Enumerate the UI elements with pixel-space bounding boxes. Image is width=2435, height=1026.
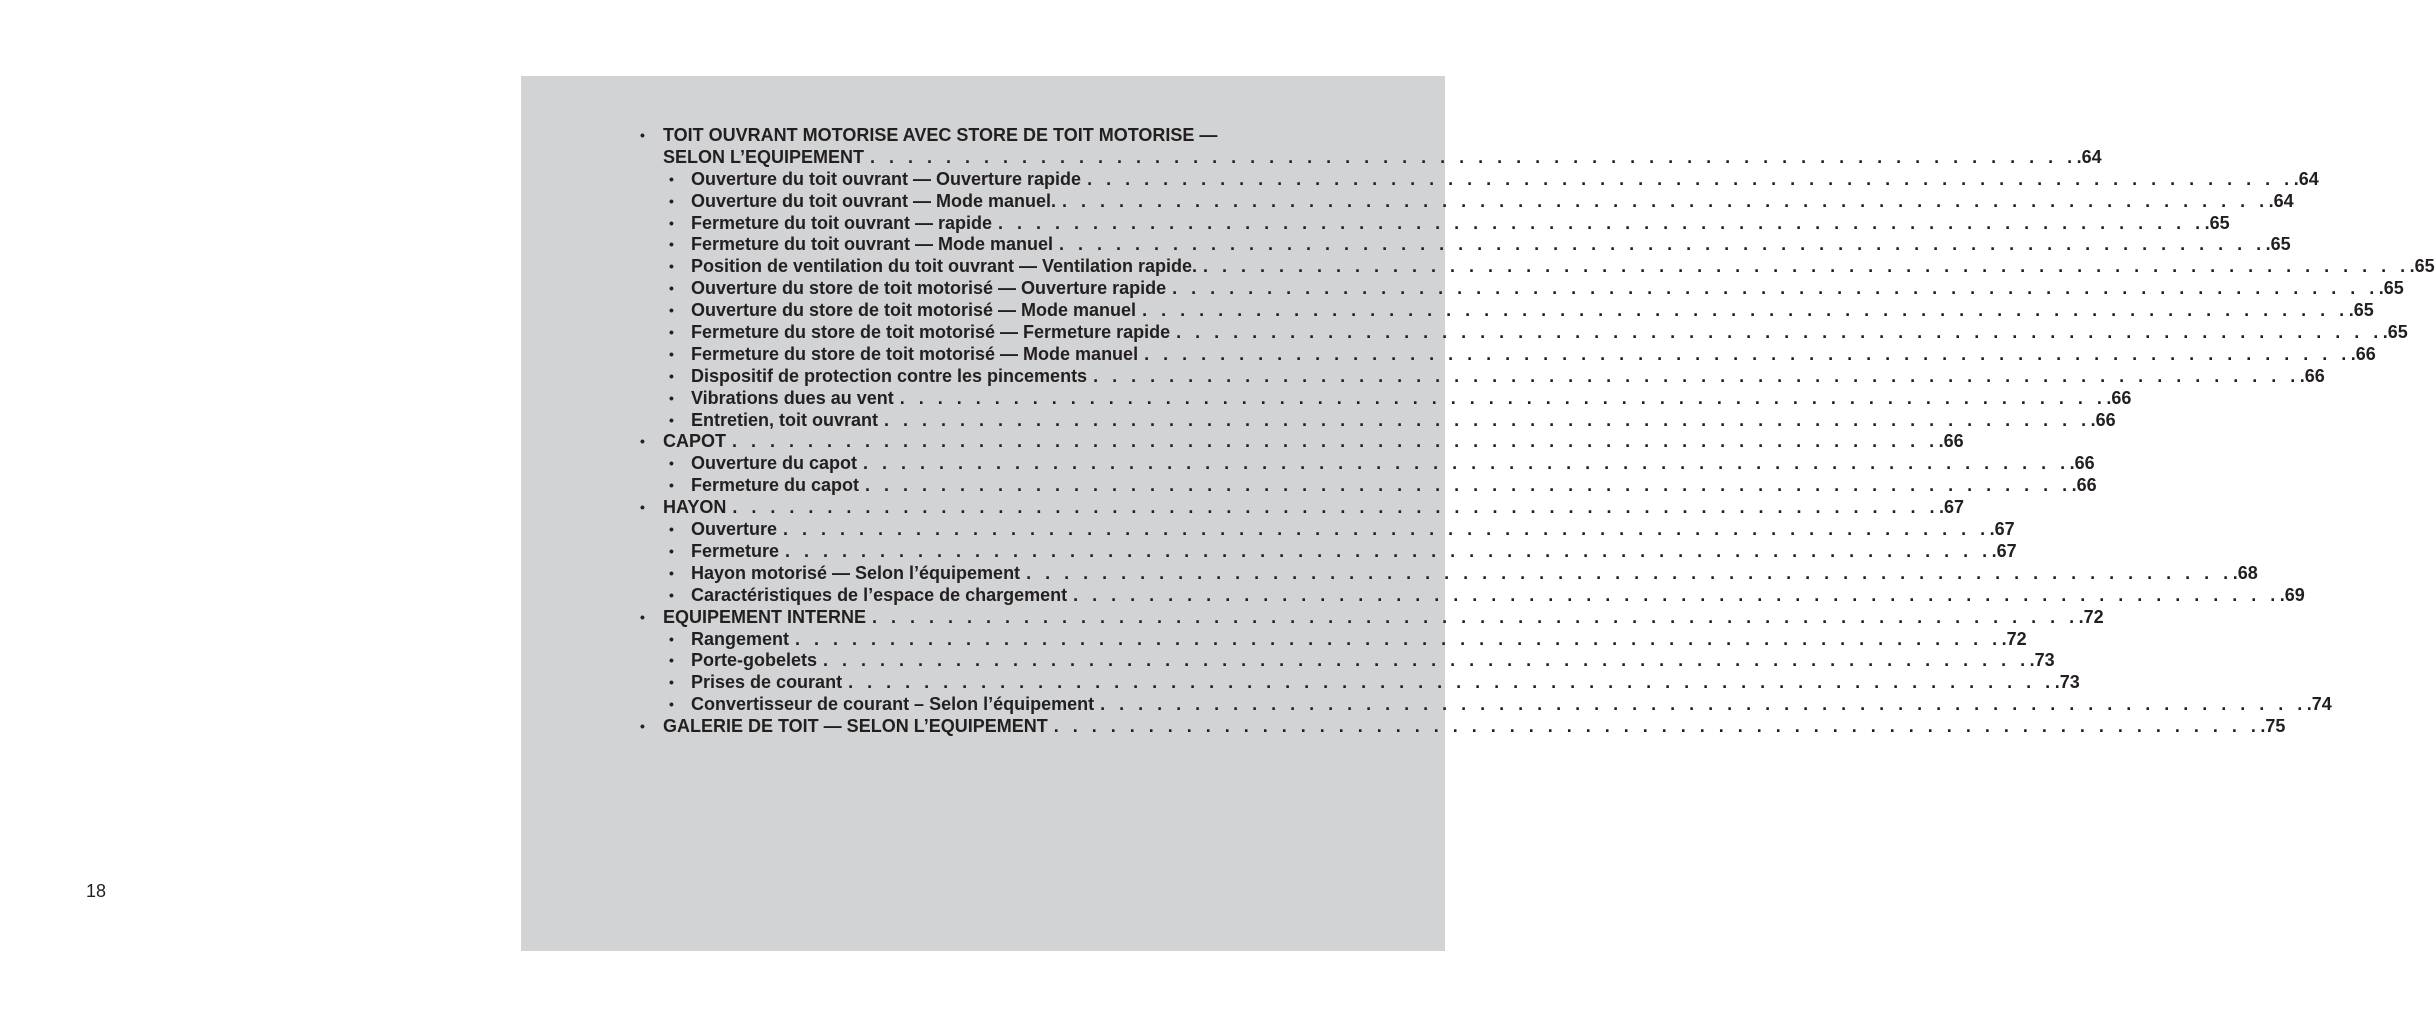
toc-title: SELON L’EQUIPEMENT <box>663 146 865 167</box>
toc-entry <box>691 322 2408 344</box>
bullet-icon: • <box>669 455 674 472</box>
bullet-icon: • <box>669 170 674 187</box>
toc-subsection[interactable] <box>640 300 2374 322</box>
bullet-icon: • <box>669 564 674 581</box>
leader-dots: . . . . . . . . . . . . . . . . . . . . . . . . . . . . . . . . . . . . . . . . . . . . . . . . . . . . . . . . . . . . . . . . <box>785 540 1992 561</box>
bullet-icon: • <box>669 236 674 253</box>
toc-entry <box>663 497 1965 519</box>
toc-subsection[interactable] <box>640 672 2080 694</box>
toc-entry <box>691 365 2325 388</box>
toc-page-number: .64 <box>2293 168 2319 189</box>
toc-subsection[interactable] <box>640 475 2097 497</box>
bullet-icon: • <box>669 324 674 341</box>
leader-dots: . . . . . . . . . . . . . . . . . . . . . . . . . . . . . . . . . . . . . . . . . . . . . . . . . . . . . . . . . . . . . . . . <box>1172 278 2379 299</box>
toc-page-number: .66 <box>2071 475 2097 496</box>
toc-subsection[interactable] <box>640 409 2116 432</box>
toc-title: Ouverture du toit ouvrant — Ouverture rapide <box>691 168 1082 189</box>
page-number: 18 <box>86 881 107 901</box>
toc-title: HAYON <box>663 497 727 518</box>
toc-page-number: .73 <box>2029 650 2055 671</box>
toc-title: Caractéristiques de l’espace de chargement <box>691 584 1068 605</box>
toc-entry <box>691 694 2332 716</box>
toc-page-number: .68 <box>2232 562 2258 583</box>
leader-dots: . . . . . . . . . . . . . . . . . . . . . . . . . . . . . . . . . . . . . . . . . . . . . . . . . . . . . . . . . . . . . . . . <box>884 409 2091 430</box>
bullet-icon: • <box>669 674 674 691</box>
toc-page-number: .65 <box>2265 234 2291 255</box>
leader-dots: . . . . . . . . . . . . . . . . . . . . . . . . . . . . . . . . . . . . . . . . . . . . . . . . . . . . . . . . . . . . . . . . <box>863 453 2070 474</box>
leader-dots: . . . . . . . . . . . . . . . . . . . . . . . . . . . . . . . . . . . . . . . . . . . . . . . . . . . . . . . . . . . . . . . . <box>1100 694 2307 715</box>
toc-title: Ouverture du store de toit motorisé — Ouverture rapide <box>691 278 1167 299</box>
bullet-icon: • <box>640 608 645 625</box>
toc-title: Convertisseur de courant – Selon l’équipement <box>691 694 1095 715</box>
toc-entry <box>691 672 2080 694</box>
toc-section[interactable] <box>640 497 1965 519</box>
leader-dots: . . . . . . . . . . . . . . . . . . . . . . . . . . . . . . . . . . . . . . . . . . . . . . . . . . . . . . . . . . . . . . . . <box>783 519 1990 540</box>
bullet-icon: • <box>669 542 674 559</box>
toc-entry <box>691 475 2097 497</box>
toc-subsection[interactable] <box>640 168 2319 191</box>
toc-page-number: .67 <box>1938 497 1965 518</box>
toc-subsection[interactable] <box>640 453 2095 475</box>
toc-page-number: .64 <box>2268 190 2294 211</box>
toc-entry <box>691 562 2258 585</box>
leader-dots: . . . . . . . . . . . . . . . . . . . . . . . . . . . . . . . . . . . . . . . . . . . . . . . . . . . . . . . . . . . . . . . . <box>1142 300 2349 321</box>
toc-subsection[interactable] <box>640 212 2230 235</box>
toc-entry <box>691 212 2230 235</box>
toc-entry <box>691 343 2376 366</box>
toc-entry <box>691 278 2404 300</box>
toc-entry <box>691 234 2291 256</box>
toc-title: Ouverture <box>691 519 778 540</box>
leader-dots: . . . . . . . . . . . . . . . . . . . . . . . . . . . . . . . . . . . . . . . . . . . . . . . . . . . . . . . . . . . . . . . . <box>1026 562 2233 583</box>
toc-subsection[interactable] <box>640 343 2376 366</box>
toc-entry <box>663 606 2104 629</box>
toc-subsection[interactable] <box>640 256 2435 278</box>
bullet-icon: • <box>640 499 645 516</box>
bullet-icon: • <box>669 652 674 669</box>
toc-subsection[interactable] <box>640 387 2132 410</box>
toc-title: Ouverture du toit ouvrant — Mode manuel. <box>691 190 1057 211</box>
bullet-icon: • <box>669 214 674 231</box>
toc-page-number: .65 <box>2348 300 2374 321</box>
toc-page-number: .72 <box>2001 628 2027 649</box>
bullet-icon: • <box>669 258 674 275</box>
toc-entry <box>663 431 1964 453</box>
toc-entry <box>663 716 2286 738</box>
toc-title: GALERIE DE TOIT — SELON L’EQUIPEMENT <box>663 716 1048 737</box>
toc-entry <box>691 650 2055 672</box>
toc-entry <box>663 146 2102 169</box>
leader-dots: . . . . . . . . . . . . . . . . . . . . . . . . . . . . . . . . . . . . . . . . . . . . . . . . . . . . . . . . . . . . . . . . <box>899 387 2107 408</box>
toc-title: CAPOT <box>663 431 726 452</box>
toc-title: Fermeture du toit ouvrant — rapide <box>691 212 993 233</box>
leader-dots: . . . . . . . . . . . . . . . . . . . . . . . . . . . . . . . . . . . . . . . . . . . . . . . . . . . . . . . . . . . . . . . . <box>848 672 2055 693</box>
bullet-icon: • <box>669 696 674 713</box>
toc-entry <box>691 584 2305 607</box>
bullet-icon: • <box>669 521 674 538</box>
leader-dots: . . . . . . . . . . . . . . . . . . . . . . . . . . . . . . . . . . . . . . . . . . . . . . . . . . . . . . . . . . . . . . . . <box>870 146 2077 167</box>
toc-entry <box>691 168 2319 191</box>
toc-entry <box>691 256 2435 278</box>
leader-dots: . . . . . . . . . . . . . . . . . . . . . . . . . . . . . . . . . . . . . . . . . . . . . . . . . . . . . . . . . . . . . . . . <box>1059 234 2266 255</box>
bullet-icon: • <box>640 433 645 450</box>
leader-dots: . . . . . . . . . . . . . . . . . . . . . . . . . . . . . . . . . . . . . . . . . . . . . . . . . . . . . . . . . . . . . . . . <box>1176 322 2383 343</box>
toc-subsection[interactable] <box>640 628 2027 651</box>
bullet-icon: • <box>640 127 645 143</box>
toc-title: Entretien, toit ouvrant <box>691 409 879 430</box>
toc-subsection[interactable] <box>640 519 2015 541</box>
toc-entry <box>691 453 2095 475</box>
toc-page-number: .67 <box>1989 519 2015 540</box>
leader-dots: . . . . . . . . . . . . . . . . . . . . . . . . . . . . . . . . . . . . . . . . . . . . . . . . . . . . . . . . . . . . . . . . <box>872 606 2079 627</box>
leader-dots: . . . . . . . . . . . . . . . . . . . . . . . . . . . . . . . . . . . . . . . . . . . . . . . . . . . . . . . . . . . . . . . . <box>823 650 2030 671</box>
bullet-icon: • <box>669 367 674 384</box>
toc-entry <box>691 190 2294 213</box>
toc-title: Rangement <box>691 628 790 649</box>
toc-subsection[interactable] <box>640 278 2404 300</box>
bullet-icon: • <box>669 345 674 362</box>
toc-page-number: .66 <box>1938 431 1964 452</box>
toc-page-number: .66 <box>2299 365 2325 386</box>
toc-page-number: .72 <box>2078 606 2104 627</box>
bullet-icon: • <box>669 280 674 297</box>
toc-subsection[interactable] <box>640 322 2408 344</box>
leader-dots: . . . . . . . . . . . . . . . . . . . . . . . . . . . . . . . . . . . . . . . . . . . . . . . . . . . . . . . . . . . . . . . . <box>1053 716 2261 737</box>
toc-title-line: TOIT OUVRANT MOTORISE AVEC STORE DE TOIT MOTORISE — <box>663 125 1218 145</box>
leader-dots: . . . . . . . . . . . . . . . . . . . . . . . . . . . . . . . . . . . . . . . . . . . . . . . . . . . . . . . . . . . . . . . . <box>1062 190 2269 211</box>
toc-page-number: .65 <box>2409 256 2435 277</box>
toc-page-number: .66 <box>2069 453 2095 474</box>
toc-subsection[interactable] <box>640 650 2055 672</box>
toc-page-number: .65 <box>2378 278 2404 299</box>
bullet-icon: • <box>669 302 674 319</box>
toc-section[interactable] <box>640 606 2104 629</box>
toc-subsection[interactable] <box>640 584 2305 607</box>
bullet-icon: • <box>669 630 674 647</box>
leader-dots: . . . . . . . . . . . . . . . . . . . . . . . . . . . . . . . . . . . . . . . . . . . . . . . . . . . . . . . . . . . . . . . . <box>1093 365 2300 386</box>
toc-title: Fermeture du store de toit motorisé — Mode manuel <box>691 343 1139 364</box>
toc-subsection[interactable] <box>640 540 2017 563</box>
bullet-icon: • <box>640 718 645 735</box>
toc-page-number: .66 <box>2106 387 2132 408</box>
toc-title: Fermeture du store de toit motorisé — Fermeture rapide <box>691 322 1171 343</box>
leader-dots: . . . . . . . . . . . . . . . . . . . . . . . . . . . . . . . . . . . . . . . . . . . . . . . . . . . . . . . . . . . . . . . . <box>795 628 2002 649</box>
bullet-icon: • <box>669 389 674 406</box>
toc-section[interactable] <box>640 716 2286 738</box>
toc-entry <box>691 387 2132 410</box>
toc-title: Prises de courant <box>691 672 843 693</box>
toc-page-number: .75 <box>2260 716 2286 737</box>
toc-entry <box>691 300 2374 322</box>
toc-subsection[interactable] <box>640 365 2325 388</box>
toc-subsection[interactable] <box>640 694 2332 716</box>
leader-dots: . . . . . . . . . . . . . . . . . . . . . . . . . . . . . . . . . . . . . . . . . . . . . . . . . . . . . . . . . . . . . . . . <box>1144 343 2351 364</box>
leader-dots: . . . . . . . . . . . . . . . . . . . . . . . . . . . . . . . . . . . . . . . . . . . . . . . . . . . . . . . . . . . . . . . . <box>732 431 1939 452</box>
bullet-icon: • <box>669 477 674 494</box>
leader-dots: . . . . . . . . . . . . . . . . . . . . . . . . . . . . . . . . . . . . . . . . . . . . . . . . . . . . . . . . . . . . . . . . <box>1073 584 2280 605</box>
leader-dots: . . . . . . . . . . . . . . . . . . . . . . . . . . . . . . . . . . . . . . . . . . . . . . . . . . . . . . . . . . . . . . . . <box>1203 256 2410 277</box>
toc-subsection[interactable] <box>640 562 2258 585</box>
toc-page-number: .65 <box>2382 322 2408 343</box>
toc-title: Fermeture du toit ouvrant — Mode manuel <box>691 234 1054 255</box>
toc-section[interactable] <box>640 125 2102 169</box>
toc-title: Ouverture du store de toit motorisé — Mode manuel <box>691 300 1137 321</box>
toc-page-number: .65 <box>2204 212 2230 233</box>
leader-dots: . . . . . . . . . . . . . . . . . . . . . . . . . . . . . . . . . . . . . . . . . . . . . . . . . . . . . . . . . . . . . . . . <box>998 212 2205 233</box>
toc-title: Vibrations dues au vent <box>691 387 894 408</box>
toc-entry <box>691 540 2017 563</box>
leader-dots: . . . . . . . . . . . . . . . . . . . . . . . . . . . . . . . . . . . . . . . . . . . . . . . . . . . . . . . . . . . . . . . . <box>865 475 2072 496</box>
toc-title: Fermeture du capot <box>691 475 860 496</box>
toc-title: Position de ventilation du toit ouvrant — Ventilation rapide. <box>691 256 1198 277</box>
bullet-icon: • <box>669 192 674 209</box>
toc-title: Hayon motorisé — Selon l’équipement <box>691 562 1021 583</box>
toc-entry <box>691 628 2027 651</box>
toc-subsection[interactable] <box>640 190 2294 213</box>
toc-title: Porte-gobelets <box>691 650 818 671</box>
toc-page-number: .64 <box>2076 146 2102 167</box>
toc-section[interactable] <box>640 431 1964 453</box>
leader-dots: . . . . . . . . . . . . . . . . . . . . . . . . . . . . . . . . . . . . . . . . . . . . . . . . . . . . . . . . . . . . . . . . <box>1087 168 2294 189</box>
bullet-icon: • <box>669 411 674 428</box>
toc-page-number: .69 <box>2279 584 2305 605</box>
toc-page-number: .66 <box>2350 343 2376 364</box>
table-of-contents <box>640 125 2435 738</box>
toc-page-number: .73 <box>2054 672 2080 693</box>
toc-entry <box>691 519 2015 541</box>
toc-page-number: .66 <box>2090 409 2116 430</box>
toc-title: Fermeture <box>691 540 780 561</box>
toc-entry <box>691 409 2116 432</box>
bullet-icon: • <box>669 586 674 603</box>
toc-title: EQUIPEMENT INTERNE <box>663 606 867 627</box>
toc-subsection[interactable] <box>640 234 2291 256</box>
toc-page-number: .74 <box>2306 694 2332 715</box>
leader-dots: . . . . . . . . . . . . . . . . . . . . . . . . . . . . . . . . . . . . . . . . . . . . . . . . . . . . . . . . . . . . . . . . <box>732 497 1939 518</box>
toc-title: Dispositif de protection contre les pincements <box>691 365 1088 386</box>
toc-title: Ouverture du capot <box>691 453 858 474</box>
toc-page-number: .67 <box>1991 540 2017 561</box>
